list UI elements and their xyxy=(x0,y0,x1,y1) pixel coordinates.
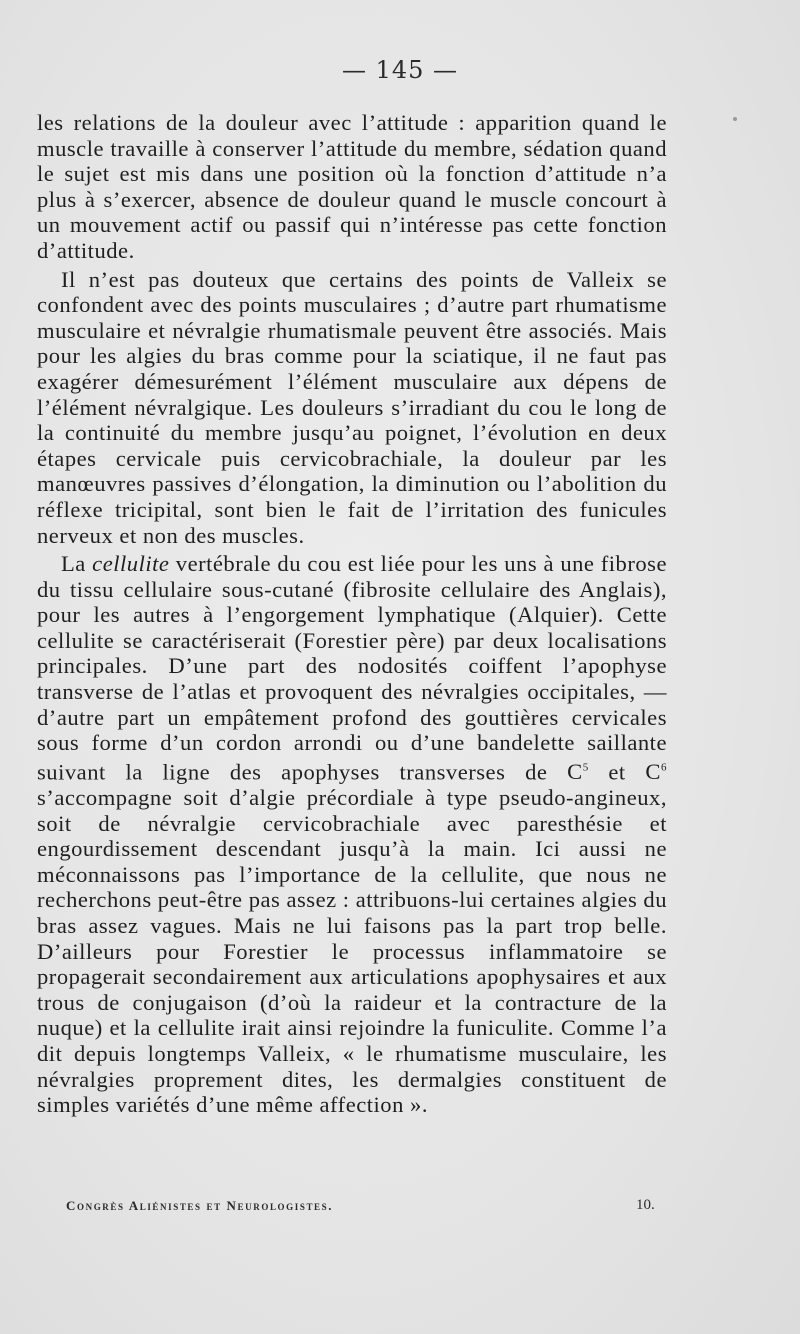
paragraph-3-text-b: s’accompagne soit d’algie précordiale à type pseudo-angineux, soit de névralgie cervicobrachiale avec paresthésie et engourdissement descendant jusqu’à la main. Ici aussi ne méconnaissons pas l’importance de la cellulite, que nous ne recherchons peut-être pas assez : attribuons-lui certaines algies du bras assez vagues. Mais ne lui faisons pas la part trop belle. D’ailleurs pour Forestier le processus inflammatoire se propagerait secondairement aux articulations apophysaires et aux trous de conjugaison (d’où la raideur et la contracture de la nuque) et la cellulite irait ainsi rejoindre la funiculite. Comme l’a dit depuis longtemps Valleix, « le rhumatisme musculaire, les névralgies proprement dites, les dermalgies constituent de simples variétés d’une même affection ». xyxy=(37,784,667,1118)
paragraph-3 xyxy=(37,551,667,1118)
paragraph-2: Il n’est pas douteux que certains des points de Valleix se confondent avec des points musculaires ; d’autre part rhumatisme musculaire et névralgie rhumatismale peuvent être associés. Mais pour les algies du bras comme pour la sciatique, il ne faut pas exagérer démesurément l’élément musculaire aux dépens de l’élément névralgique. Les douleurs s’irradiant du cou le long de la continuité du membre jusqu’au poignet, l’évolution en deux étapes cervicale puis cervicobrachiale, la douleur par les manœuvres passives d’élongation, la diminution ou l’abolition du réflexe tricipital, sont bien le fait de l’irritation des funicules nerveux et non des muscles. xyxy=(37,266,667,548)
paragraph-3-and: et xyxy=(608,759,626,785)
vertebra-c5: $C^5$ xyxy=(567,759,589,785)
italic-term-cellulite: cellulite xyxy=(92,551,170,577)
footer-sheet-number: 10. xyxy=(636,1197,655,1213)
body-text xyxy=(37,110,667,1118)
footer-signature: Congrès Aliénistes et Neurologistes. xyxy=(66,1198,334,1213)
paragraph-3-text-a: vertébrale du cou est liée pour les uns à une fibrose du tissu cellulaire sous-cutané (fibrosite cellulaire des Anglais), pour les autres à l’engorgement lymphatique (Alquier). Cette cellulite se caractériserait (Forestier père) par deux localisations principales. D’une part des nodosités coiffent l’apophyse transverse de l’atlas et provoquent des névralgies occipitales, — d’autre part un empâtement profond des gouttières cervicales sous forme d’un cordon arrondi ou d’une bandelette saillante suivant la ligne des apophyses transverses de xyxy=(37,551,667,785)
paper-speck xyxy=(733,117,737,121)
paragraph-3-start: La xyxy=(61,551,86,577)
page-number: — 145 — xyxy=(341,56,459,84)
vertebra-c6: $C^6$ xyxy=(645,759,667,785)
paragraph-1: les relations de la douleur avec l’attitude : apparition quand le muscle travaille à conserver l’attitude du membre, sédation quand le sujet est mis dans une position où la fonction d’attitude n’a plus à s’exercer, absence de douleur quand le muscle concourt à un mouvement actif ou passif qui n’intéresse pas cette fonction d’attitude. xyxy=(37,110,667,263)
